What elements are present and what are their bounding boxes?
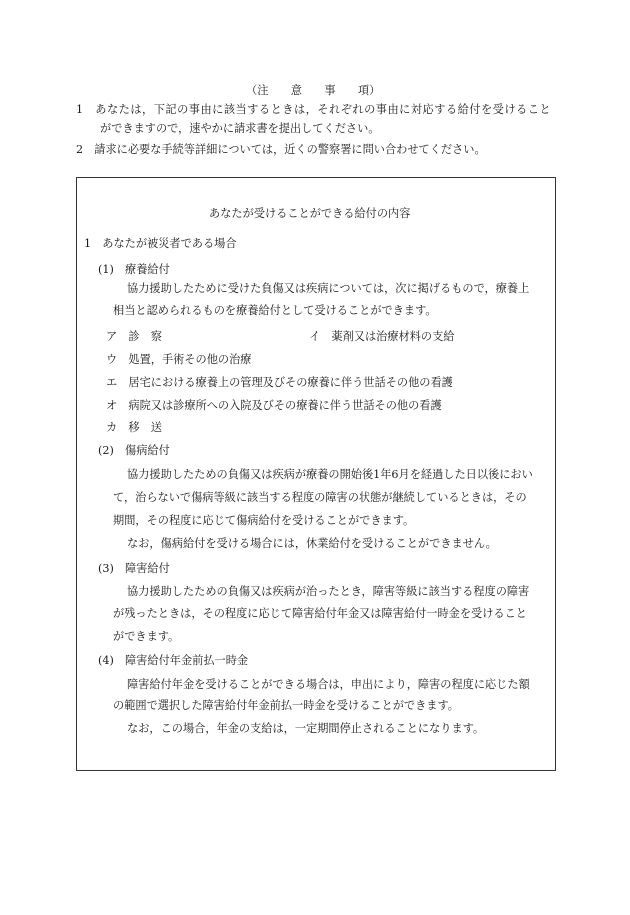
s4-p1-line-2: の範囲で選択した障害給付年金前払一時金を受けることができます。 [113, 699, 459, 712]
s3-p1-line-1: 協力援助したための負傷又は疾病が治ったとき，障害等級に該当する程度の障害 [127, 585, 530, 598]
s3-p1-line-2: が残ったときは，その程度に応じて障害給付年金又は障害給付一時金を受けること [113, 607, 527, 620]
s1-item-ka: カ 移 送 [106, 421, 162, 434]
s3-heading: (3) 障害給付 [98, 562, 170, 575]
s2-p2: なお，傷病給付を受ける場合には，休業給付を受けることができません。 [127, 537, 497, 550]
s2-p1-line-3: 期間，その程度に応じて傷病給付を受けることができます。 [113, 514, 415, 527]
s2-p1-line-1: 協力援助したための負傷又は疾病が療養の開始後1年6月を経過した日以後におい [127, 468, 533, 481]
s1-item-u: ウ 処置，手術その他の治療 [106, 353, 252, 366]
box-title: あなたが受けることができる給付の内容 [209, 207, 411, 220]
benefits-box [76, 177, 556, 771]
s1-item-o: オ 病院又は診療所への入院及びその療養に伴う世話その他の看護 [106, 399, 442, 412]
notes-item-1-line-2: ができますので，速やかに請求書を提出してください。 [100, 122, 380, 135]
s1-item-i: イ 薬剤又は治療材料の支給 [309, 330, 455, 343]
notes-title: （注 意 事 項） [246, 84, 381, 97]
s4-p2: なお，この場合，年金の支給は，一定期間停止されることになります。 [127, 722, 485, 735]
s4-heading: (4) 障害給付年金前払一時金 [98, 654, 249, 667]
s1-p1-line-2: 相当と認められるものを療養給付として受けることができます。 [113, 304, 437, 317]
s1-heading: (1) 療養給付 [98, 263, 170, 276]
s2-heading: (2) 傷病給付 [98, 444, 170, 457]
s4-p1-line-1: 障害給付年金を受けることができる場合は，申出により，障害の程度に応じた額 [127, 678, 530, 691]
s1-p1-line-1: 協力援助したために受けた負傷又は疾病については，次に掲げるもので，療養上 [127, 282, 530, 295]
s2-p1-line-2: て，治らないで傷病等級に該当する程度の障害の状態が継続しているときは，その [113, 491, 527, 504]
notes-item-1-line-1: 1 あなたは，下記の事由に該当するときは，それぞれの事由に対応する給付を受けること [76, 103, 552, 116]
s1-item-a: ア 診 察 [106, 330, 162, 343]
section-1-heading: 1 あなたが被災者である場合 [84, 237, 237, 250]
s1-item-e: エ 居宅における療養上の管理及びその療養に伴う世話その他の看護 [106, 376, 453, 389]
notes-item-2: 2 請求に必要な手続等詳細については，近くの警察署に問い合わせてください。 [76, 143, 486, 156]
s3-p1-line-3: ができます。 [113, 630, 180, 643]
